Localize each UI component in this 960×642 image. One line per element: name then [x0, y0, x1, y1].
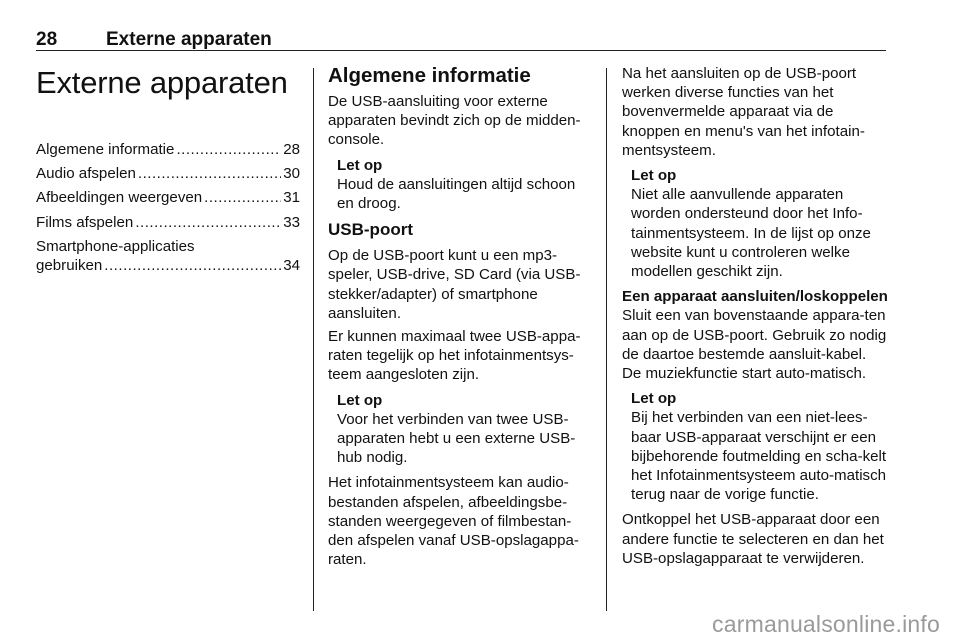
watermark: carmanualsonline.info: [712, 611, 940, 637]
toc-page-number: 34: [283, 257, 300, 275]
table-of-contents: [36, 140, 300, 275]
toc-page-number: 31: [283, 189, 300, 207]
note-text: Niet alle aanvullende apparaten worden ondersteund door het Info-tainmentsysteem. In de lijst op onze website kunt u controleren welke modellen geschikt zijn.: [631, 186, 871, 281]
chapter-title: Externe apparaten: [36, 65, 288, 100]
toc-item-label: Audio afspelen: [36, 165, 136, 183]
toc-item-label: Afbeeldingen weergeven: [36, 189, 203, 207]
page-header: [36, 28, 886, 52]
column-toc: [36, 64, 300, 280]
toc-page-number: 33: [283, 213, 300, 231]
toc-item[interactable]: [36, 213, 300, 232]
note-text: Houd de aansluitingen altijd schoon en droog.: [337, 175, 576, 213]
header-rule: [36, 50, 886, 51]
toc-item[interactable]: [36, 188, 300, 207]
toc-item-label: Smartphone-applicaties: [36, 237, 195, 255]
column-divider-1: [313, 68, 314, 611]
paragraph: Er kunnen maximaal twee USB-appa-raten tegelijk op het infotainmentsys-teem aangesloten zijn.: [328, 328, 581, 384]
running-title: Externe apparaten: [106, 29, 272, 50]
page-number: 28: [36, 29, 58, 50]
section-heading: Algemene informatie: [328, 64, 531, 87]
note-box: [622, 166, 888, 281]
toc-leader: [135, 213, 281, 232]
toc-item[interactable]: [36, 140, 300, 159]
subsection-heading: Een apparaat aansluiten/loskoppelen: [622, 288, 888, 306]
toc-item[interactable]: [36, 237, 300, 275]
paragraph: Na het aansluiten op de USB-poort werken diverse functies van het bovenvermelde apparaat via de knoppen en menu's van het infotain-mentsysteem.: [622, 65, 865, 159]
toc-item-label-cont: gebruiken: [36, 257, 103, 275]
toc-leader: [204, 188, 281, 207]
subsection-heading: USB-poort: [328, 220, 413, 240]
toc-item-label: Films afspelen: [36, 213, 134, 231]
note-box: [328, 156, 592, 214]
toc-leader: [138, 164, 281, 183]
toc-leader: [104, 256, 281, 275]
paragraph: Sluit een van bovenstaande appara-ten aan op de USB-poort. Gebruik zo nodig de daartoe bestemde aansluit-kabel. De muziekfunctie start auto-matisch.: [622, 307, 887, 383]
toc-item[interactable]: [36, 164, 300, 183]
note-label: Let op: [631, 390, 677, 408]
note-text: Bij het verbinden van een niet-lees-baar USB-apparaat verschijnt er een bijbehorende foutmelding en scha-kelt het Infotainmentsysteem auto-matisch terug naar de vorige functie.: [631, 409, 887, 504]
paragraph: Ontkoppel het USB-apparaat door een andere functie te selecteren en dan het USB-opslagapparaat te verwijderen.: [622, 511, 884, 567]
toc-leader: [176, 140, 281, 159]
paragraph: Het infotainmentsysteem kan audio-bestanden afspelen, afbeeldingsbe-standen weergegeven of filmbestan-den afspelen vanaf USB-opslagappa-raten.: [328, 474, 579, 569]
note-label: Let op: [337, 391, 383, 409]
note-text: Voor het verbinden van twee USB-apparaten hebt u een externe USB-hub nodig.: [337, 410, 576, 467]
toc-item-label: Algemene informatie: [36, 141, 175, 158]
note-box: [622, 389, 888, 504]
paragraph: Op de USB-poort kunt u een mp3-speler, USB-drive, SD Card (via USB-stekker/adapter) of smartphone aansluiten.: [328, 247, 581, 322]
column-connect: [622, 64, 888, 572]
column-general-info: [328, 64, 592, 573]
note-label: Let op: [337, 156, 383, 174]
toc-page-number: 30: [283, 165, 300, 183]
paragraph: De USB-aansluiting voor externe apparaten bevindt zich op de midden-console.: [328, 93, 581, 149]
column-divider-2: [606, 68, 607, 611]
note-box: [328, 391, 592, 468]
toc-page-number: 28: [283, 141, 300, 158]
note-label: Let op: [631, 167, 677, 185]
